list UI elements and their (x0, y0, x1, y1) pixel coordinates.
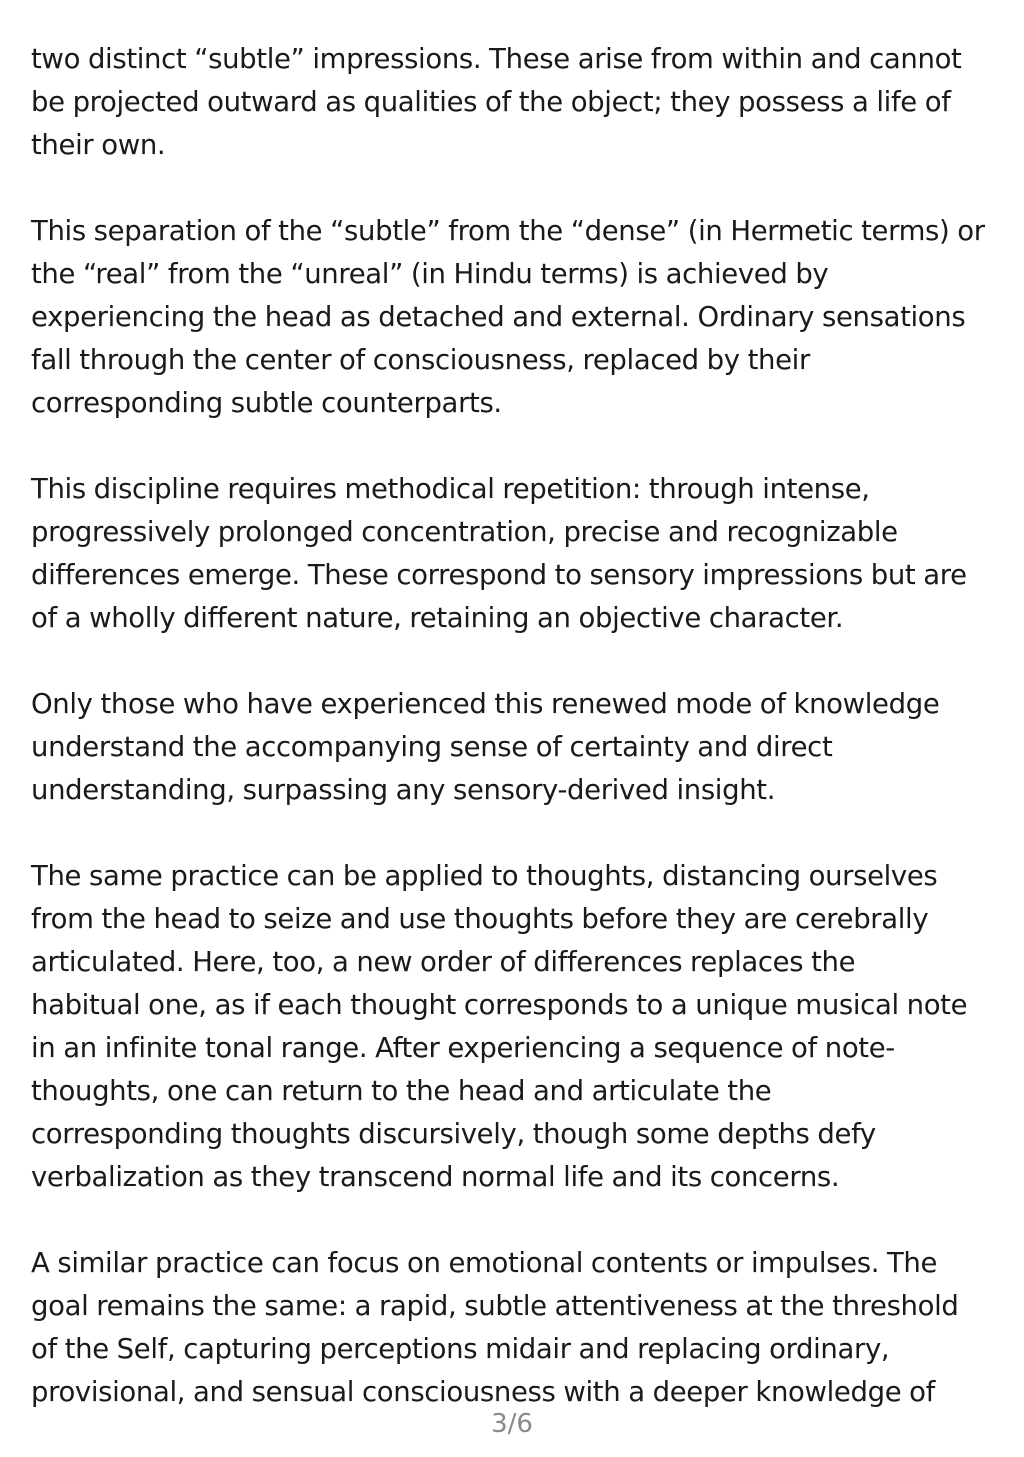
paragraph-5 (31, 855, 999, 1199)
text-line: in an infinite tonal range. After experiencing a sequence of note- (31, 1032, 895, 1064)
text-line: This discipline requires methodical repetition: through intense, (31, 473, 870, 505)
text-line: differences emerge. These correspond to sensory impressions but are (31, 559, 967, 591)
paragraph-2 (31, 210, 999, 425)
text-line: understand the accompanying sense of certainty and direct (31, 731, 833, 763)
text-line: be projected outward as qualities of the object; they possess a life of (31, 86, 951, 118)
paragraph-1 (31, 38, 999, 167)
text-line: thoughts, one can return to the head and articulate the (31, 1075, 772, 1107)
paragraph-6 (31, 1242, 999, 1414)
text-line: the “real” from the “unreal” (in Hindu terms) is achieved by (31, 258, 829, 290)
text-line: understanding, surpassing any sensory-derived insight. (31, 774, 776, 806)
text-line: of the Self, capturing perceptions midair and replacing ordinary, (31, 1333, 890, 1365)
text-line: Only those who have experienced this renewed mode of knowledge (31, 688, 940, 720)
text-line: of a wholly different nature, retaining an objective character. (31, 602, 844, 634)
text-line: their own. (31, 129, 166, 161)
text-line: This separation of the “subtle” from the “dense” (in Hermetic terms) or (31, 215, 985, 247)
paragraph-4 (31, 683, 999, 812)
text-line: A similar practice can focus on emotional contents or impulses. The (31, 1247, 938, 1279)
text-line: goal remains the same: a rapid, subtle attentiveness at the threshold (31, 1290, 959, 1322)
page-indicator: 3/6 (491, 1409, 533, 1439)
text-line: The same practice can be applied to thoughts, distancing ourselves (31, 860, 938, 892)
reader-page (31, 38, 999, 1457)
text-line: corresponding subtle counterparts. (31, 387, 502, 419)
text-line: progressively prolonged concentration, precise and recognizable (31, 516, 898, 548)
text-line: two distinct “subtle” impressions. These arise from within and cannot (31, 43, 962, 75)
text-line: provisional, and sensual consciousness with a deeper knowledge of (31, 1376, 935, 1408)
text-line: habitual one, as if each thought corresponds to a unique musical note (31, 989, 968, 1021)
text-line: experiencing the head as detached and external. Ordinary sensations (31, 301, 966, 333)
paragraph-3 (31, 468, 999, 640)
text-line: corresponding thoughts discursively, though some depths defy (31, 1118, 876, 1150)
text-line: articulated. Here, too, a new order of differences replaces the (31, 946, 856, 978)
text-line: from the head to seize and use thoughts before they are cerebrally (31, 903, 929, 935)
text-line: fall through the center of consciousness, replaced by their (31, 344, 810, 376)
text-line: verbalization as they transcend normal life and its concerns. (31, 1161, 840, 1193)
